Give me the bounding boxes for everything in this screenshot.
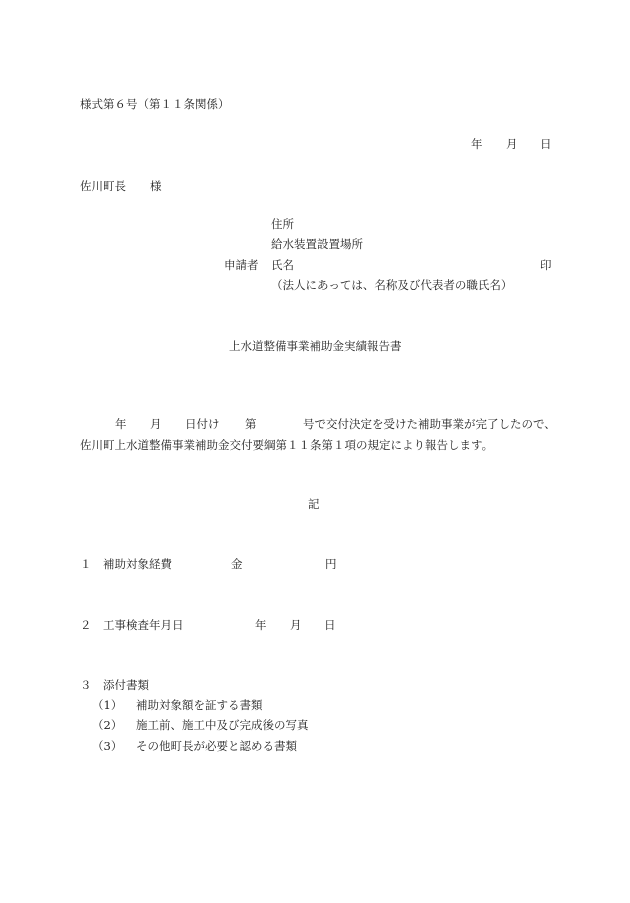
name-label: 氏名 xyxy=(271,258,294,272)
body-month: 月 xyxy=(150,417,162,431)
item-2-day: 日 xyxy=(324,618,336,632)
item-1-label: 補助対象経費 xyxy=(103,557,172,571)
item-2-label: 工事検査年月日 xyxy=(103,618,184,632)
document-title: 上水道整備事業補助金実績報告書 xyxy=(229,339,402,353)
date-month: 月 xyxy=(506,137,518,151)
corporate-note: （法人にあっては、名称及び代表者の職氏名） xyxy=(271,278,513,292)
item-3-number: ３ xyxy=(80,678,92,692)
addressee-honorific: 様 xyxy=(150,179,162,193)
attachment-3-text: その他町長が必要と認める書類 xyxy=(136,739,297,753)
item-1-yen: 円 xyxy=(325,557,337,571)
item-1-kin: 金 xyxy=(231,557,243,571)
body-year: 年 xyxy=(115,417,127,431)
location-label: 給水装置設置場所 xyxy=(271,237,363,251)
form-number: 様式第６号（第１１条関係） xyxy=(80,97,230,111)
attachment-1-number: （1） xyxy=(92,698,123,712)
attachment-1-text: 補助対象額を証する書類 xyxy=(136,698,263,712)
date-year: 年 xyxy=(471,137,483,151)
addressee-name: 佐川町長 xyxy=(80,179,126,193)
body-dai: 第 xyxy=(245,417,257,431)
body-line2: 佐川町上水道整備事業補助金交付要綱第１１条第１項の規定により報告します。 xyxy=(80,438,494,452)
item-1-number: １ xyxy=(80,557,92,571)
seal-mark: 印 xyxy=(540,258,552,272)
item-2-month: 月 xyxy=(290,618,302,632)
item-3-label: 添付書類 xyxy=(103,678,149,692)
applicant-label: 申請者 xyxy=(224,258,259,272)
body-line1-tail: 号で交付決定を受けた補助事業が完了したので、 xyxy=(303,417,556,431)
body-dated: 日付け xyxy=(185,417,220,431)
item-2-number: ２ xyxy=(80,618,92,632)
address-label: 住所 xyxy=(271,217,294,231)
date-day: 日 xyxy=(540,137,552,151)
attachment-3-number: （3） xyxy=(92,739,123,753)
ki-heading: 記 xyxy=(308,497,320,511)
item-2-year: 年 xyxy=(255,618,267,632)
attachment-2-text: 施工前、施工中及び完成後の写真 xyxy=(136,718,309,732)
attachment-2-number: （2） xyxy=(92,718,123,732)
